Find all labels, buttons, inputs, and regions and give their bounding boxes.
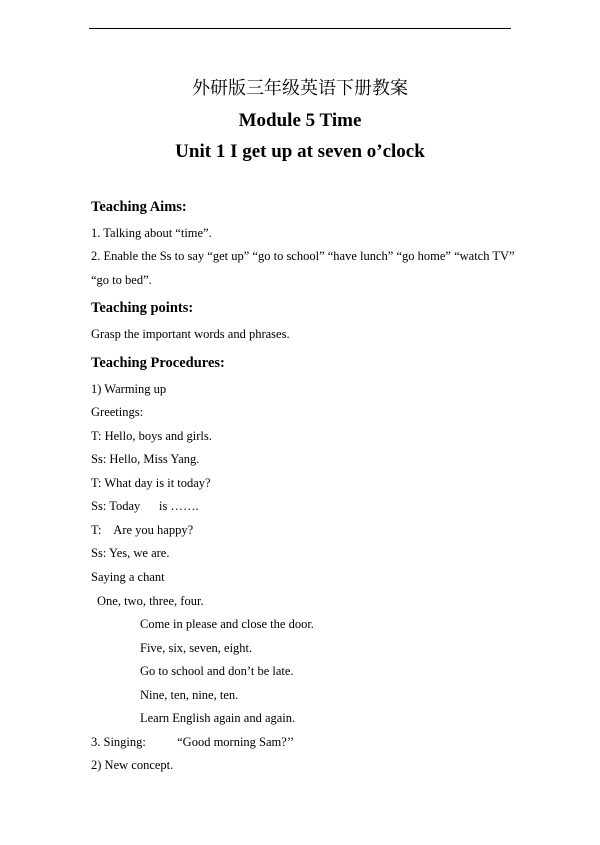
procedure-line: Ss: Hello, Miss Yang. <box>91 452 200 466</box>
teaching-points-heading: Teaching points: <box>91 300 194 316</box>
teaching-aim-2-continued: “go to bed”. <box>91 273 152 287</box>
teaching-aim-2: 2. Enable the Ss to say “get up” “go to school” “have lunch” “go home” “watch TV” <box>91 249 515 263</box>
teaching-aims-heading: Teaching Aims: <box>91 199 187 215</box>
procedure-line: Ss: Today is ……. <box>91 499 199 513</box>
chant-line: Go to school and don’t be late. <box>140 664 294 678</box>
procedure-line: 1) Warming up <box>91 382 167 396</box>
procedure-line: Ss: Yes, we are. <box>91 546 170 560</box>
procedure-line: T: Are you happy? <box>91 523 194 537</box>
procedure-line: T: What day is it today? <box>91 476 211 490</box>
chant-line: Learn English again and again. <box>140 711 296 725</box>
chant-line: One, two, three, four. <box>97 594 204 608</box>
procedure-line: 2) New concept. <box>91 758 174 772</box>
chinese-title: 外研版三年级英语下册教案 <box>192 78 408 99</box>
header-rule <box>89 28 511 29</box>
procedure-line: Greetings: <box>91 405 144 419</box>
procedure-line: 3. Singing: “Good morning Sam?’’ <box>91 735 295 749</box>
unit-title: Unit 1 I get up at seven o’clock <box>175 141 425 162</box>
teaching-aim-1: 1. Talking about “time”. <box>91 226 212 240</box>
teaching-point-1: Grasp the important words and phrases. <box>91 327 290 341</box>
teaching-procedures-heading: Teaching Procedures: <box>91 355 225 371</box>
chant-line: Come in please and close the door. <box>140 617 314 631</box>
procedure-line: T: Hello, boys and girls. <box>91 429 212 443</box>
procedure-line: Saying a chant <box>91 570 165 584</box>
module-title: Module 5 Time <box>238 110 362 131</box>
chant-line: Nine, ten, nine, ten. <box>140 688 239 702</box>
chant-line: Five, six, seven, eight. <box>140 641 253 655</box>
